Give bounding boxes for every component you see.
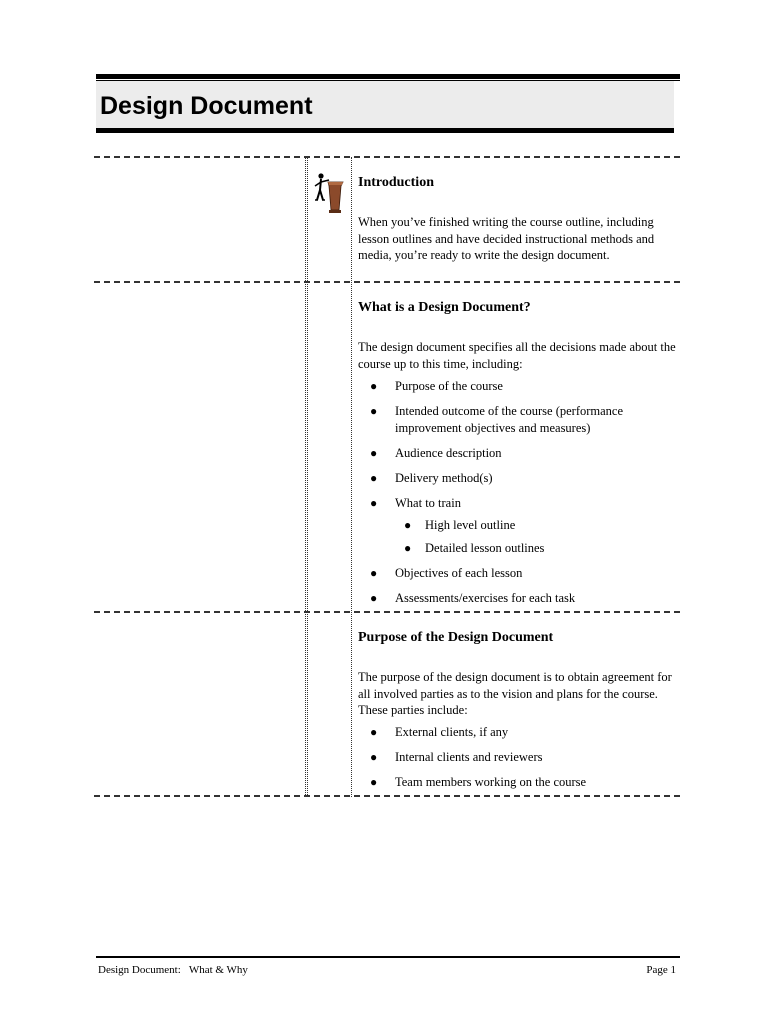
page-title: Design Document [100,92,313,120]
footer-page-number: Page 1 [646,964,676,976]
bullet-icon: ● [370,591,378,605]
table-column-divider [307,157,308,797]
table-column-divider [351,157,352,797]
table-rule-row1 [94,281,680,283]
purpose-paragraph: The purpose of the design document is to obtain agreement for all involved parties as to the vision and plans for the course. These parties include: [358,670,672,717]
list-item: ● Assessments/exercises for each task [370,591,576,605]
list-item: ● Audience description [370,445,502,460]
bullet-icon: ● [370,566,378,580]
sub-list-item: ● High level outline [404,518,516,532]
bullet-icon: ● [370,445,378,460]
bullet-icon: ● [370,725,378,739]
title-top-rule [96,74,680,79]
introduction-paragraph: When you’ve finished writing the course outline, including lesson outlines and have decided instructional methods and media, you’re ready to write the design document. [358,215,655,262]
list-item: ● What to train ● High level outline ● Detailed lesson outlines [358,495,678,557]
footer-document-label: Design Document: What & Why [98,964,248,976]
table-column-divider [305,157,306,797]
what-is-paragraph: The design document specifies all the decisions made about the course up to this time, including: [358,340,676,371]
list-item: ● Purpose of the course [370,379,503,393]
bullet-icon: ● [370,750,378,764]
speaker-at-podium-icon [312,170,346,216]
bullet-icon: ● [370,470,378,485]
bullet-icon: ● [404,518,412,532]
section-heading-introduction: Introduction [358,175,434,190]
footer-rule [96,956,680,958]
bullet-icon: ● [370,495,378,510]
bullet-icon: ● [404,541,412,555]
sub-bullet-list [395,517,678,557]
bullet-icon: ● [370,404,378,418]
table-rule-top [94,156,680,158]
purpose-bullet-list [358,724,678,799]
section-heading-what-is: What is a Design Document? [358,300,531,315]
title-bottom-rule [96,128,674,133]
list-item: ● Team members working on the course [370,775,587,789]
bullet-icon: ● [370,379,378,393]
list-item: ● Intended outcome of the course (performance improvement objectives and measures) [370,404,624,435]
sub-list-item: ● Detailed lesson outlines [404,541,545,555]
bullet-icon: ● [370,775,378,789]
list-item: ● Delivery method(s) [370,470,493,485]
list-item: ● Objectives of each lesson [370,566,523,580]
section-heading-purpose: Purpose of the Design Document [358,630,554,645]
what-is-bullet-list [358,378,678,615]
list-item: ● External clients, if any [370,725,509,739]
list-item: ● Internal clients and reviewers [370,750,543,764]
